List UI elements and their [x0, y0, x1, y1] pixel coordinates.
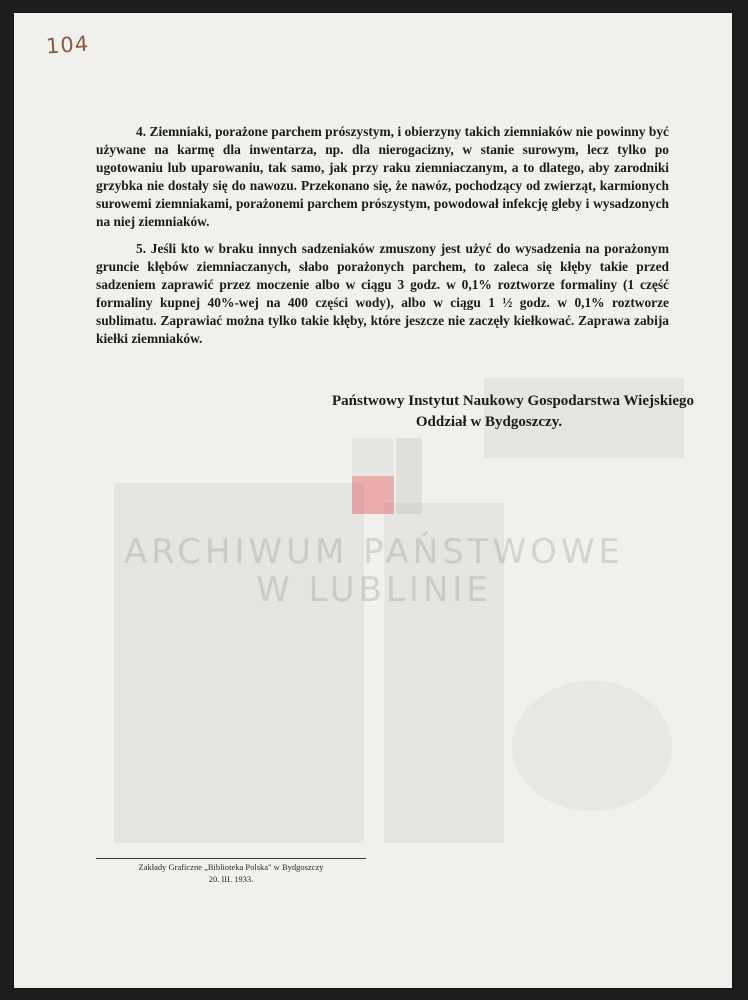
print-date: 20. III. 1933.	[208, 874, 254, 884]
archive-number: 104	[45, 31, 90, 59]
signature-branch: Oddział w Bydgoszczy.	[415, 414, 563, 430]
body-text	[96, 123, 669, 356]
signature-block	[254, 391, 694, 433]
watermark-frame	[396, 438, 422, 514]
watermark-flag-red	[352, 476, 394, 514]
bleed-through-stamp	[512, 681, 672, 811]
signature-institute: Państwowy Instytut Naukowy Gospodarstwa Wiejskiego	[332, 393, 694, 409]
printer-footer	[96, 858, 366, 885]
watermark-line-1: ARCHIWUM PAŃSTWOWE	[123, 532, 625, 572]
document-page	[14, 13, 732, 988]
archive-watermark	[114, 533, 634, 609]
watermark-line-2: W LUBLINIE	[256, 570, 492, 610]
paragraph-5: 5. Jeśli kto w braku innych sadzeniaków zmuszony jest użyć do wysadzenia na porażonym gruncie kłębów ziemniaczanych, słabo porażonych parchem, to zaleca się kłęby takie przed sadzeniem zaprawić przez moczenie albo w ciągu 3 godz. w 0,1% roztworze formaliny (1 część formaliny kupnej 40%-wej na 400 części wody), albo w ciągu 1 ½ godz. w 0,1% roztworze sublimatu. Zaprawiać można tylko takie kłęby, które jeszcze nie zaczęły kiełkować. Zaprawa zabija kiełki ziemniaków.	[96, 240, 669, 347]
paragraph-4: 4. Ziemniaki, porażone parchem prószystym, i obierzyny takich ziemniaków nie powinny być używane na karmę dla inwentarza, np. dla nierogacizny, w stanie surowym, lecz tylko po ugotowaniu lub uparowaniu, tak samo, jak przy raku ziemniaczanym, a to dlatego, aby zarodniki grzybka nie dostały się do nawozu. Przekonano się, że nawóz, pochodzący od zwierząt, karmionych surowemi ziemniakami, porażonemi parchem prószystym, powodował infekcję gleby i wysadzonych na niej ziemniaków.	[96, 124, 669, 230]
printer-name: Zakłady Graficzne „Biblioteka Polska" w Bydgoszczy	[138, 862, 324, 872]
watermark-flag-white	[352, 438, 394, 476]
